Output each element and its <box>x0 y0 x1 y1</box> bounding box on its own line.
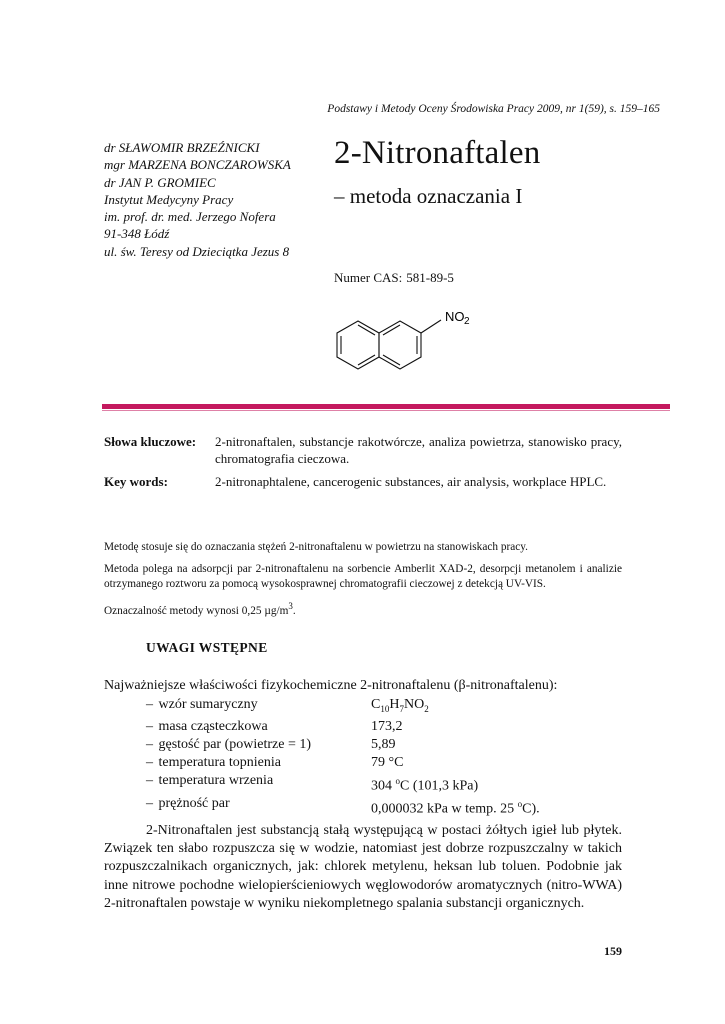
page-number: 159 <box>604 944 622 958</box>
property-row <box>146 736 540 754</box>
properties-list <box>146 696 540 819</box>
property-name: – prężność par <box>146 795 371 819</box>
body-text <box>104 822 622 913</box>
property-value: 0,000032 kPa w temp. 25 $^o$C). <box>371 799 540 818</box>
property-value: 5,89 <box>371 736 396 752</box>
property-value: 304 $^o$C (101,3 kPa) <box>371 775 479 794</box>
divider-rule <box>102 404 670 409</box>
property-row <box>146 718 540 736</box>
keywords-en-label: Key words: <box>104 474 168 489</box>
paper-title: 2-Nitronaftalen <box>334 135 541 171</box>
keywords-pl-label: Słowa kluczowe: <box>104 434 197 449</box>
property-row <box>146 795 540 819</box>
author-line: dr JAN P. GROMIEC <box>104 174 216 190</box>
properties-intro: Najważniejsze właściwości fizykochemiczne 2-nitronaftalenu (β-nitronaftalenu): <box>104 678 558 693</box>
lod-superscript: 3 <box>288 600 293 611</box>
section-heading: UWAGI WSTĘPNE <box>146 640 268 655</box>
nitro-group-label: NO <box>445 309 465 324</box>
property-name: – temperatura topnienia <box>146 754 371 772</box>
divider-rule-thin <box>102 410 670 411</box>
cas-label: Numer CAS: <box>334 270 403 285</box>
property-name: – gęstość par (powietrze = 1) <box>146 736 371 754</box>
property-row <box>146 754 540 772</box>
author-line: mgr MARZENA BONCZAROWSKA <box>104 157 291 173</box>
cas-number <box>334 270 454 286</box>
journal-reference: Podstawy i Metody Oceny Środowiska Pracy 2009, nr 1(59), s. 159–165 <box>327 103 660 115</box>
property-name: – masa cząsteczkowa <box>146 718 371 736</box>
keywords-en-value: 2-nitronaphtalene, cancerogenic substances, air analysis, workplace HPLC. <box>215 474 607 489</box>
property-name: – temperatura wrzenia <box>146 772 371 796</box>
keywords-block <box>104 433 622 496</box>
affiliation-line: ul. św. Teresy od Dzieciątka Jezus 8 <box>104 243 290 259</box>
paper-subtitle: – metoda oznaczania I <box>334 184 523 208</box>
lod-text: Oznaczalność metody wynosi 0,25 µg/m <box>104 604 289 617</box>
property-row <box>146 772 540 796</box>
summary-paragraph: Metodę stosuje się do oznaczania stężeń 2-nitronaftalenu w powietrzu na stanowiskach pracy. <box>104 541 529 553</box>
property-value: $C_{10}H_7NO_2$ <box>371 697 429 714</box>
affiliation-line: 91-348 Łódź <box>104 226 170 242</box>
body-paragraph: 2-Nitronaftalen jest substancją stałą występującą w postaci żółtych igieł lub płytek. Związek ten słabo rozpuszcza się w wodzie, natomiast jest dobrze rozpuszczalny w takich rozpuszczalnikach organicznych, jak: chlorek metylenu, heksan lub toluen. Podobnie jak inne nitrowe pochodne wielopierścieniowych węglowodorów aromatycznych (nitro-WWA) 2-nitronaftalen powstaje w wyniku niekompletnego spalania substancji organicznych. <box>104 823 622 911</box>
method-summary <box>104 540 622 625</box>
nitro-group-subscript: 2 <box>464 316 470 327</box>
molecule-structure <box>335 300 485 380</box>
keywords-pl-value: 2-nitronaftalen, substancje rakotwórcze, analiza powietrza, stanowisko pracy, chromatografia cieczowa. <box>215 434 622 466</box>
property-value: 173,2 <box>371 718 403 734</box>
cas-value: 581-89-5 <box>406 270 454 285</box>
author-block <box>104 139 291 260</box>
lod-end: . <box>292 604 296 617</box>
summary-paragraph: Metoda polega na adsorpcji par 2-nitronaftalenu na sorbencie Amberlit XAD-2, desorpcji metanolem i analizie otrzymanego roztworu za pomocą wysokosprawnej chromatografii cieczowej z detekcją UV-VIS. <box>104 562 622 590</box>
affiliation-line: im. prof. dr. med. Jerzego Nofera <box>104 209 276 225</box>
property-row <box>146 696 540 718</box>
author-line: dr SŁAWOMIR BRZEŹNICKI <box>104 140 260 155</box>
property-name: – wzór sumaryczny <box>146 696 371 718</box>
summary-paragraph <box>104 599 622 619</box>
property-value: 79 °C <box>371 754 404 770</box>
affiliation-line: Instytut Medycyny Pracy <box>104 191 234 207</box>
